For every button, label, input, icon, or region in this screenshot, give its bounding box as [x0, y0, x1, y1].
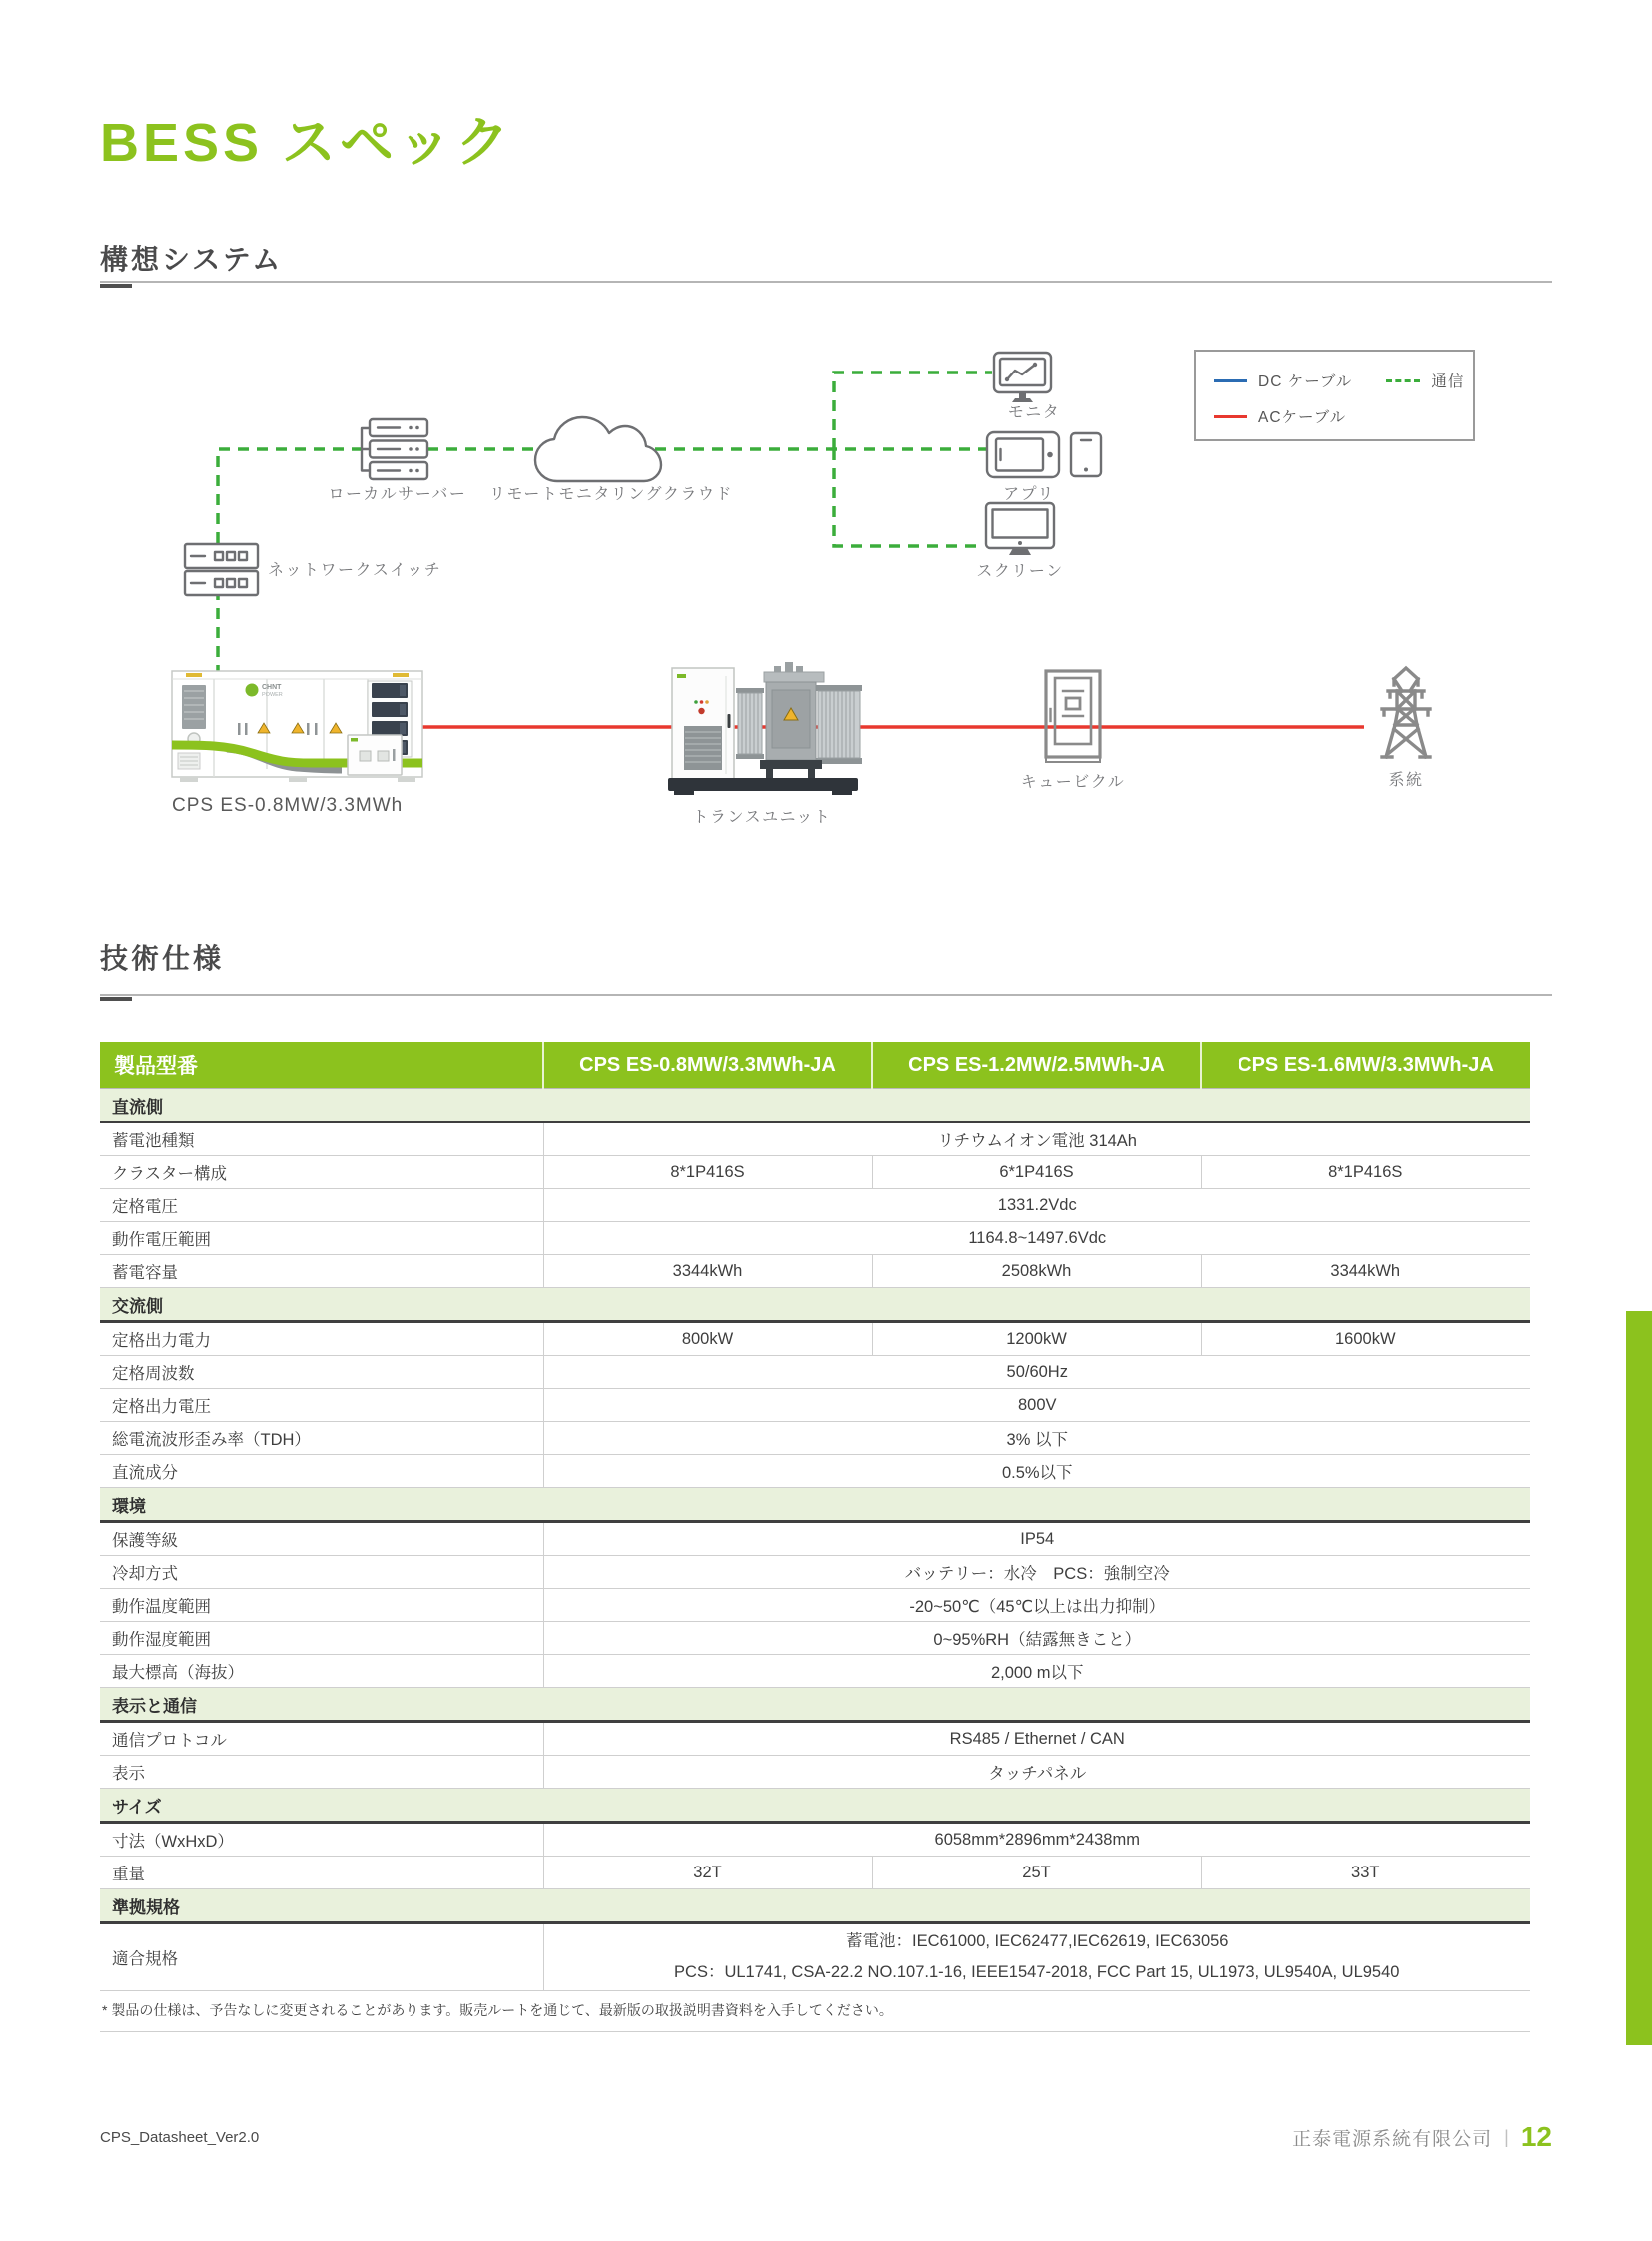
row-value: -20~50℃（45℃以上は出力抑制）: [543, 1589, 1530, 1622]
model-column-header: CPS ES-0.8MW/3.3MWh-JA: [543, 1042, 872, 1089]
table-row: [100, 1522, 1530, 1556]
tablet-icon: [987, 432, 1059, 477]
page-footer: [100, 2121, 1552, 2153]
section-title: 準拠規格: [100, 1889, 1530, 1923]
row-label: 蓄電池種類: [100, 1122, 543, 1156]
table-row: [100, 1322, 1530, 1356]
table-row: [100, 1823, 1530, 1857]
row-label: 定格出力電力: [100, 1322, 543, 1356]
table-row: [100, 1722, 1530, 1756]
row-value: バッテリー：水冷 PCS：強制空冷: [543, 1556, 1530, 1589]
row-value: 3344kWh: [1201, 1255, 1530, 1288]
row-value: 0.5%以下: [543, 1455, 1530, 1488]
company-name: 正泰電源系統有限公司: [1292, 2128, 1493, 2150]
table-row: [100, 1422, 1530, 1455]
section-title: 表示と通信: [100, 1688, 1530, 1722]
bess-container-image: [172, 671, 422, 782]
row-label: 冷却方式: [100, 1556, 543, 1589]
section-title: 直流側: [100, 1089, 1530, 1122]
row-label: 通信プロトコル: [100, 1722, 543, 1756]
ac-cable-swatch: [1214, 415, 1247, 418]
section-row: [100, 1789, 1530, 1823]
legend-dc-label: DC ケーブル: [1258, 374, 1353, 390]
grid-label: 系統: [1388, 772, 1424, 789]
table-row: [100, 1589, 1530, 1622]
table-row: [100, 1655, 1530, 1688]
table-row: [100, 1189, 1530, 1222]
row-label: 動作湿度範囲: [100, 1622, 543, 1655]
row-label: 動作電圧範囲: [100, 1222, 543, 1255]
local-server-icon: [362, 419, 427, 479]
row-value: 1331.2Vdc: [543, 1189, 1530, 1222]
table-row: [100, 1122, 1530, 1156]
svg-text:CHNT: CHNT: [262, 684, 282, 691]
table-row: [100, 1556, 1530, 1589]
row-label: 寸法（WxHxD）: [100, 1823, 543, 1857]
spec-table: [100, 1042, 1530, 1991]
row-value: リチウムイオン電池 314Ah: [543, 1122, 1530, 1156]
concept-heading-rule: [100, 281, 1552, 283]
specs-heading-rule: [100, 994, 1552, 996]
legend-comm-label: 通信: [1431, 374, 1465, 390]
model-column-header: CPS ES-1.6MW/3.3MWh-JA: [1201, 1042, 1530, 1089]
dc-cable-swatch: [1214, 379, 1247, 382]
bess-label: CPS ES-0.8MW/3.3MWh: [172, 795, 404, 816]
section-row: [100, 1488, 1530, 1522]
row-label: 総電流波形歪み率（TDH）: [100, 1422, 543, 1455]
page-number: 12: [1520, 2121, 1552, 2152]
table-row: [100, 1356, 1530, 1389]
comm-cable-lines: [218, 373, 992, 671]
row-value: 6058mm*2896mm*2438mm: [543, 1823, 1530, 1857]
row-label: 定格電圧: [100, 1189, 543, 1222]
table-row: [100, 1389, 1530, 1422]
table-row: [100, 1222, 1530, 1255]
row-value: 6*1P416S: [872, 1156, 1201, 1189]
row-label: 定格出力電圧: [100, 1389, 543, 1422]
diagram-legend: [1194, 350, 1475, 441]
section-row: [100, 1288, 1530, 1322]
row-label: 動作温度範囲: [100, 1589, 543, 1622]
table-row: [100, 1923, 1530, 1991]
table-row: [100, 1455, 1530, 1488]
row-value: 8*1P416S: [543, 1156, 872, 1189]
row-value: 3344kWh: [543, 1255, 872, 1288]
doc-version: CPS_Datasheet_Ver2.0: [100, 2128, 260, 2146]
row-value: 3% 以下: [543, 1422, 1530, 1455]
network-switch-label: ネットワークスイッチ: [268, 562, 442, 579]
section-row: [100, 1889, 1530, 1923]
svg-text:POWER: POWER: [262, 692, 283, 698]
row-value: 蓄電池：IEC61000, IEC62477,IEC62619, IEC63056 PCS：UL1741, CSA-22.2 NO.107.1-16, IEEE1547-2018, FCC Part 15, UL1973, UL9540A, UL9540: [543, 1923, 1530, 1991]
section-row: [100, 1089, 1530, 1122]
row-value: 2508kWh: [872, 1255, 1201, 1288]
comm-swatch: [1386, 379, 1420, 382]
row-value: 800kW: [543, 1322, 872, 1356]
row-value: 25T: [872, 1857, 1201, 1889]
concept-heading: 構想システム: [100, 244, 284, 275]
network-switch-icon: [185, 544, 258, 595]
section-title: 交流側: [100, 1288, 1530, 1322]
row-value: 0~95%RH（結露無きこと）: [543, 1622, 1530, 1655]
row-label: 定格周波数: [100, 1356, 543, 1389]
concept-diagram: [100, 300, 1552, 844]
spec-table-wrap: [100, 1042, 1530, 2032]
row-value: 8*1P416S: [1201, 1156, 1530, 1189]
row-value: 2,000 m以下: [543, 1655, 1530, 1688]
spec-column-header: 製品型番: [100, 1042, 543, 1089]
row-label: 保護等級: [100, 1522, 543, 1556]
table-row: [100, 1255, 1530, 1288]
row-value: 1164.8~1497.6Vdc: [543, 1222, 1530, 1255]
table-row: [100, 1622, 1530, 1655]
table-row: [100, 1756, 1530, 1789]
monitor-icon: [994, 353, 1051, 402]
row-label: 最大標高（海抜）: [100, 1655, 543, 1688]
screen-icon: [986, 503, 1054, 555]
specs-heading: 技術仕様: [100, 943, 225, 974]
row-label: 表示: [100, 1756, 543, 1789]
row-value: 1600kW: [1201, 1322, 1530, 1356]
model-column-header: CPS ES-1.2MW/2.5MWh-JA: [872, 1042, 1201, 1089]
spec-footnote: * 製品の仕様は、予告なしに変更されることがあります。販売ルートを通じて、最新版の取扱説明書資料を入手してください。: [100, 1991, 1530, 2032]
cubicle-label: キュービクル: [1020, 774, 1126, 791]
section-row: [100, 1688, 1530, 1722]
transformer-label: トランスユニット: [692, 809, 832, 826]
phone-icon: [1071, 433, 1101, 476]
spec-table-header-row: [100, 1042, 1530, 1089]
row-value: RS485 / Ethernet / CAN: [543, 1722, 1530, 1756]
app-label: アプリ: [1003, 486, 1055, 503]
row-value: IP54: [543, 1522, 1530, 1556]
row-value: 50/60Hz: [543, 1356, 1530, 1389]
row-value: 1200kW: [872, 1322, 1201, 1356]
row-value: 32T: [543, 1857, 872, 1889]
legend-ac-label: ACケーブル: [1258, 409, 1347, 426]
green-side-tab: [1626, 1311, 1652, 2045]
row-label: クラスター構成: [100, 1156, 543, 1189]
cloud-label: リモートモニタリングクラウド: [488, 486, 734, 503]
cubicle-icon: [1046, 671, 1100, 762]
row-label: 適合規格: [100, 1923, 543, 1991]
section-title: 環境: [100, 1488, 1530, 1522]
page-title: BESS スペック: [100, 113, 514, 173]
footer-separator: |: [1504, 2126, 1509, 2147]
table-row: [100, 1156, 1530, 1189]
local-server-label: ローカルサーバー: [328, 486, 467, 503]
monitor-label: モニタ: [1007, 404, 1061, 421]
row-value: 33T: [1201, 1857, 1530, 1889]
row-value: 800V: [543, 1389, 1530, 1422]
section-title: サイズ: [100, 1789, 1530, 1823]
row-label: 直流成分: [100, 1455, 543, 1488]
row-value: タッチパネル: [543, 1756, 1530, 1789]
row-label: 重量: [100, 1857, 543, 1889]
screen-label: スクリーン: [976, 563, 1064, 580]
table-row: [100, 1857, 1530, 1889]
cloud-icon: [535, 417, 661, 481]
row-label: 蓄電容量: [100, 1255, 543, 1288]
grid-tower-icon: [1382, 668, 1430, 757]
